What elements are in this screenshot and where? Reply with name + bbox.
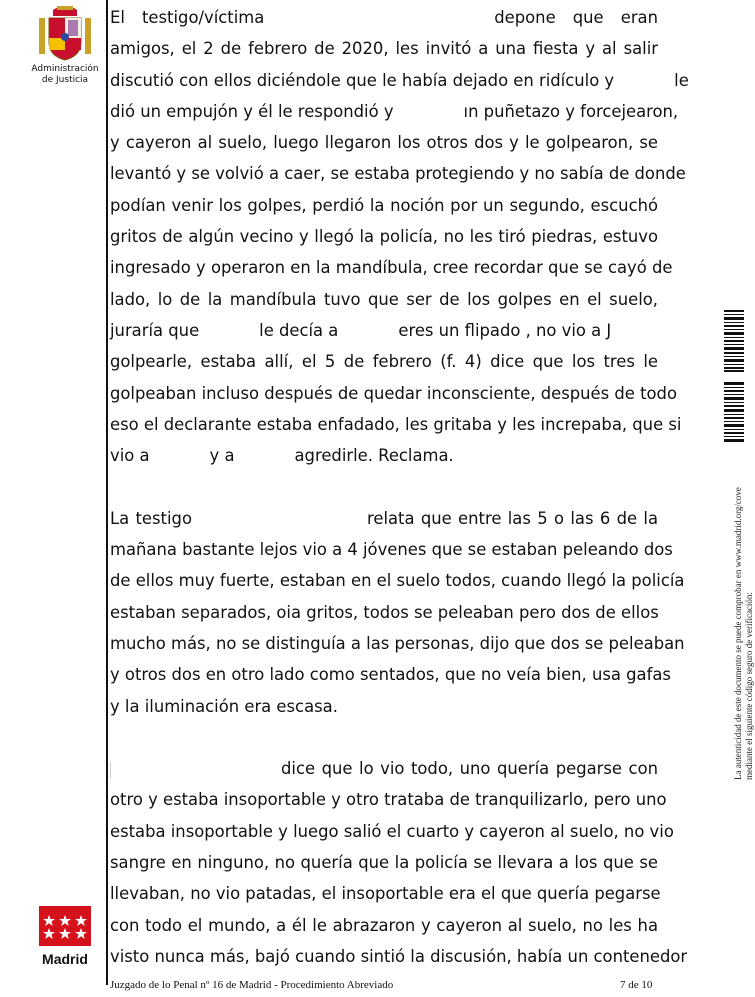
text-line: mucho más, no se distinguía a las personas, dijo que dos se peleaban [110, 633, 685, 653]
paragraph-spacer [110, 722, 658, 753]
text-line: lado, lo de la mandíbula tuvo que ser de los golpes en el suelo, [110, 289, 658, 309]
text-line: golpeaban incluso después de quedar inconsciente, después de todo [110, 383, 677, 403]
madrid-stars-icon [39, 906, 91, 946]
text-line: y la iluminación era escasa. [110, 696, 338, 716]
text-line: llevaban, no vio patadas, el insoportable era el que quería pegarse [110, 884, 661, 904]
text-line: El testigo/víctima depone que eran [110, 8, 658, 27]
text-line: estaban separados, oia gritos, todos se peleaban pero dos de ellos [110, 602, 659, 622]
justice-crest-logo [30, 4, 100, 86]
madrid-logo [38, 906, 92, 967]
text-line: juraría que le decía a eres un flipado , no vio a J [110, 320, 612, 340]
verification-note: La autenticidad de este documento se puede comprobar en www.madrid.org/cove mediante el siguiente código seguro de verificación: [733, 487, 754, 780]
text-line: vio a y a agredirle. Reclama. [110, 446, 454, 466]
page-number: 7 de 10 [620, 979, 653, 991]
madrid-label: Madrid [42, 951, 88, 967]
text-line: levantó y se volvió a caer, se estaba protegiendo y no sabía de donde [110, 164, 686, 184]
text-line: mañana bastante lejos vio a 4 jóvenes que se estaban peleando dos [110, 540, 673, 560]
court-reference: Juzgado de lo Penal nº 16 de Madrid - Procedimiento Abreviado [110, 979, 394, 991]
text-line: La testigo relata que entre las 5 o las 6 de la [110, 508, 659, 528]
text-line: visto nunca más, bajó cuando sintió la discusión, había un contenedor [110, 946, 688, 966]
coat-of-arms-icon [35, 4, 95, 62]
text-line: sangre en ninguno, no quería que la policía se llevara a los que se [110, 853, 658, 873]
paragraph-spacer [110, 471, 658, 502]
document-body [110, 2, 689, 972]
barcode-icon [724, 310, 744, 372]
text-line: ingresado y operaron en la mandíbula, cree recordar que se cayó de [110, 258, 673, 278]
vertical-margin-rule [106, 0, 108, 985]
institution-name: Administración de Justicia [31, 64, 99, 85]
text-line: gritos de algún vecino y llegó la policía, no les tiró piedras, estuvo [110, 227, 658, 247]
text-line: de ellos muy fuerte, estaban en el suelo todos, cuando llegó la policía [110, 571, 685, 591]
text-line: podían venir los golpes, perdió la noción por un segundo, escuchó [110, 195, 658, 215]
text-line: discutió con ellos diciéndole que le había dejado en ridículo y le [110, 70, 689, 90]
text-line: y cayeron al suelo, luego llegaron los otros dos y le golpearon, se [110, 133, 658, 153]
text-line: otro y estaba insoportable y otro trataba de tranquilizarlo, pero uno [110, 790, 667, 810]
text-line: con todo el mundo, a él le abrazaron y cayeron al suelo, no les ha [110, 915, 658, 935]
text-line: dice que lo vio todo, uno quería pegarse con [110, 753, 658, 784]
text-line: amigos, el 2 de febrero de 2020, les invitó a una fiesta y al salir [110, 39, 658, 59]
redaction-mark [110, 762, 111, 778]
text-line: estaba insoportable y luego salió el cuarto y cayeron al suelo, no vio [110, 821, 674, 841]
text-line: y otros dos en otro lado como sentados, que no veía bien, usa gafas [110, 665, 671, 685]
text-line: eso el declarante estaba enfadado, les gritaba y les increpaba, que si [110, 414, 682, 434]
text-line: golpearle, estaba allí, el 5 de febrero (f. 4) dice que los tres le [110, 352, 658, 372]
text-line: dió un empujón y él le respondió y ın puñetazo y forcejearon, [110, 101, 679, 121]
barcode-icon [724, 382, 744, 442]
